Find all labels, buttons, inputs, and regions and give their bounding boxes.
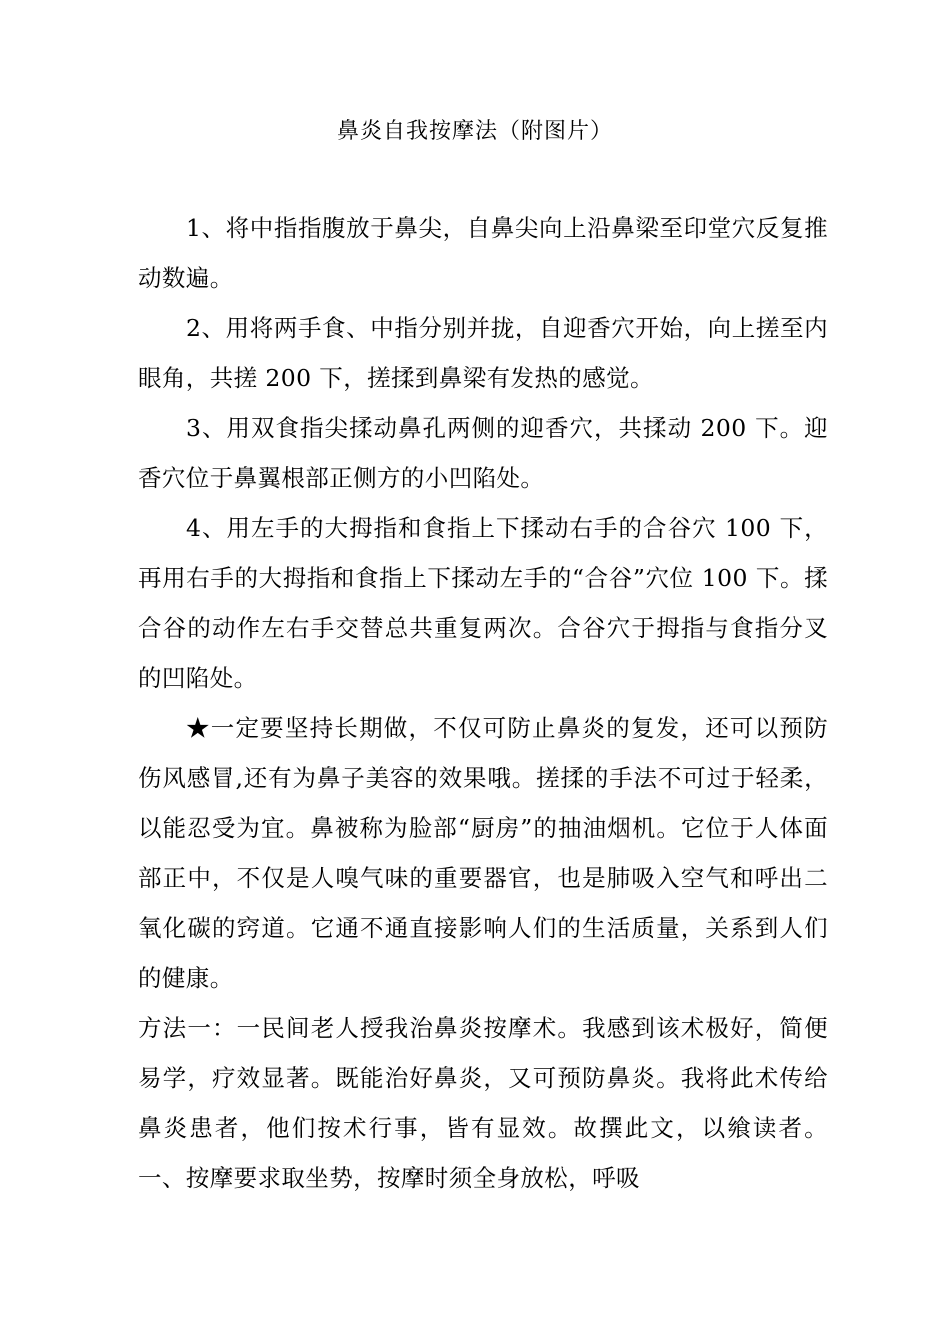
paragraph-note: ★一定要坚持长期做，不仅可防止鼻炎的复发，还可以预防伤风感冒,还有为鼻子美容的效果哦。搓揉的手法不可过于轻柔，以能忍受为宜。鼻被称为脸部“厨房”的抽油烟机。它位于人体面部正中，不仅是人嗅气味的重要器官，也是肺吸入空气和呼出二氧化碳的窍道。它通不通直接影响人们的生活质量，关系到人们的健康。 <box>138 714 828 992</box>
paragraph-step-4: 4、用左手的大拇指和食指上下揉动右手的合谷穴 100 下，再用右手的大拇指和食指上下揉动左手的“合谷”穴位 100 下。揉合谷的动作左右手交替总共重复两次。合谷穴于拇指与食指分叉的凹陷处。 <box>138 514 828 692</box>
paragraph-method-one: 方法一：一民间老人授我治鼻炎按摩术。我感到该术极好，简便易学，疗效显著。既能治好鼻炎，又可预防鼻炎。我将此术传给鼻炎患者，他们按术行事，皆有显效。故撰此文，以飨读者。一、按摩要求取坐势，按摩时须全身放松，呼吸 <box>138 1014 828 1192</box>
paragraph-step-2: 2、用将两手食、中指分别并拢，自迎香穴开始，向上搓至内眼角，共搓 200 下，搓揉到鼻梁有发热的感觉。 <box>138 314 828 392</box>
paragraph-step-3: 3、用双食指尖揉动鼻孔两侧的迎香穴，共揉动 200 下。迎香穴位于鼻翼根部正侧方的小凹陷处。 <box>138 414 828 492</box>
paragraph-step-1: 1、将中指指腹放于鼻尖，自鼻尖向上沿鼻梁至印堂穴反复推动数遍。 <box>138 214 828 292</box>
document-body <box>138 203 828 1203</box>
document-title: 鼻炎自我按摩法（附图片） <box>336 119 613 144</box>
